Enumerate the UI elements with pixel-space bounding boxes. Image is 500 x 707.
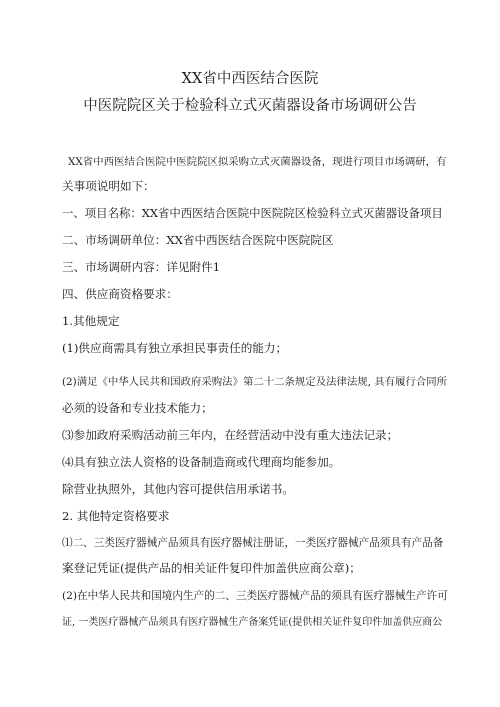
requirement-1: (1)供应商需具有独立承担民事责任的能力； [62, 341, 288, 355]
credit-commitment-note: 除营业执照外，其他内容可提供信用承诺书。 [62, 482, 294, 496]
item-supplier-requirements: 四、供应商资格要求： [62, 287, 178, 301]
item-project-name: 一、项目名称：XX省中西医结合医院中医院院区检验科立式灭菌器设备项目 [62, 206, 443, 220]
intro-paragraph-line2: 关事项说明如下： [62, 179, 155, 193]
document-title-hospital: XX省中西医结合医院 [181, 71, 319, 87]
special-requirement-2-line2: 证, 一类医疗器械产品须具有医疗器械生产备案凭证(提供相关证件复印件加盖供应商公 [62, 617, 443, 628]
special-requirement-1-line1: ⑴二、三类医疗器械产品须具有医疗器械注册证，一类医疗器械产品须具有产品备 [62, 537, 444, 549]
document-title-notice: 中医院院区关于检验科立式灭菌器设备市场调研公告 [83, 98, 417, 114]
requirement-2-line2: 必须的设备和专业技术能力； [62, 401, 213, 415]
requirement-3: ⑶参加政府采购活动前三年内，在经营活动中没有重大违法记录； [62, 428, 399, 442]
intro-paragraph-line1: XX省中西医结合医院中医院院区拟采购立式灭菌器设备，现进行项目市场调研，有 [68, 156, 447, 168]
subsection-other-rules: 1.其他规定 [62, 314, 120, 328]
item-research-content: 三、市场调研内容：详见附件1 [62, 260, 221, 274]
item-research-unit: 二、市场调研单位：XX省中西医结合医院中医院院区 [62, 233, 334, 247]
special-requirement-2-line1: (2)在中华人民共和国境内生产的二、三类医疗器械产品的须具有医疗器械生产许可 [62, 590, 448, 602]
subsection-special-requirements: 2. 其他特定资格要求 [62, 509, 170, 523]
special-requirement-1-line2: 案登记凭证(提供产品的相关证件复印件加盖供应商公章)； [62, 561, 361, 575]
requirement-2-line1: (2)满足《中华人民共和国政府采购法》第二十二条规定及法律法规, 具有履行合同所 [62, 376, 447, 388]
requirement-4: ⑷具有独立法人资格的设备制造商或代理商均能参加。 [62, 455, 341, 469]
